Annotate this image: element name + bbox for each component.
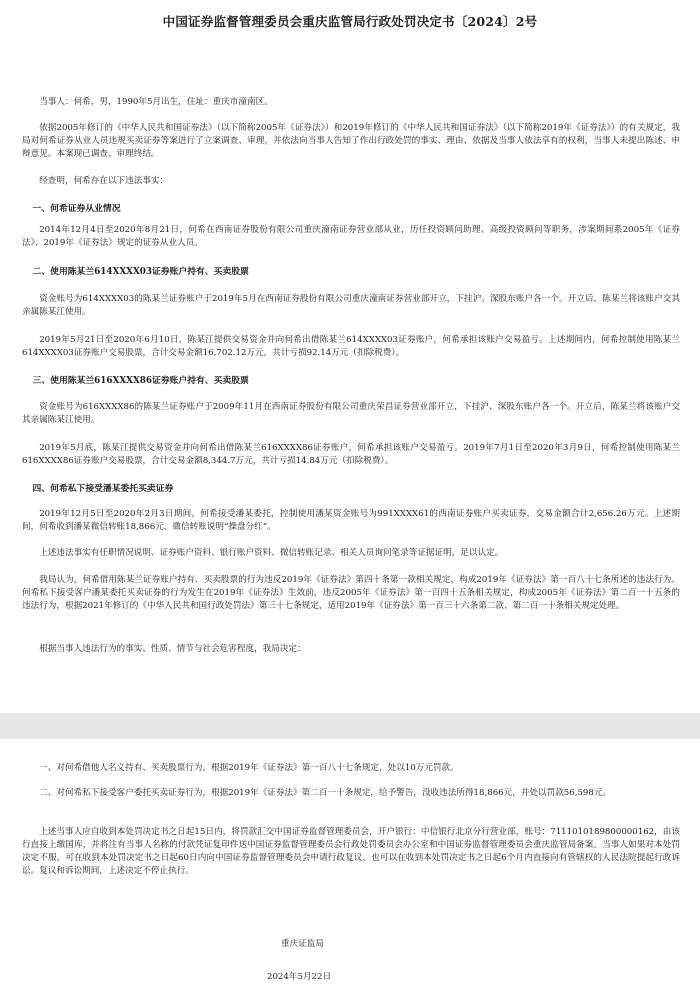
- section3-paragraph: 2019年5月底，陈某江提供交易资金并向何希出借陈某兰616XXXX86证券账户，何希承担该账户交易盈亏。2019年7月1日至2020年3月9日，何希控制使用陈某兰616XXXX86证券账户交易股票，合计交易金额8,344.7万元，共计亏损14.84万元（扣除税费）。: [22, 443, 680, 466]
- decision-item: 一、对何希借他人名义持有、买卖股票行为，根据2019年《证券法》第一百八十七条规定，处以10万元罚款。: [39, 763, 459, 773]
- page-title: 中国证券监督管理委员会重庆监管局行政处罚决定书〔2024〕2号: [162, 14, 538, 29]
- facts-intro: 经查明，何希存在以下违法事实：: [39, 176, 169, 186]
- finding-paragraph: 我局认为，何希借用陈某兰证券账户持有、买卖股票的行为违反2019年《证券法》第四十条第一款相关规定，构成2019年《证券法》第一百八十七条所述的违法行为。何希私下接受客户潘某委托买卖证券的行为发生在2019年《证券法》生效前，违反2005年《证券法》第一百四十五条相关规定，构成2005年《证券法》第二百一十五条的违法行为，根据2021年修订的《中华人民共和国行政处罚法》第三十七条规定，适用2019年《证券法》第一百三十六条第二款、第二百一十条相关规定处理。: [22, 575, 680, 611]
- section4-paragraph: 2019年12月5日至2020年2月3日期间，何希接受潘某委托，控制使用潘某资金账号为991XXXX61的西南证券账户买卖证券，交易金额合计2,656.26万元。上述期间，何希收到潘某微信转账18,866元，微信转账说明“操盘分红”。: [22, 509, 680, 532]
- section1-heading: 一、何希证券从业情况: [32, 204, 121, 214]
- section1-paragraph: 2014年12月4日至2020年8月21日，何希在西南证券股份有限公司重庆潼南证券营业部从业，历任投资顾问助理、高级投资顾问等职务，涉案期间系2005年《证券法》、2019年《证券法》规定的证券从业人员。: [22, 225, 680, 248]
- payment-paragraph: 上述当事人应自收到本处罚决定书之日起15日内，将罚款汇交中国证券监督管理委员会，开户银行：中信银行北京分行营业部，账号：7111010189800000162，由该行直接上缴国库，并将注有当事人名称的付款凭证复印件送中国证券监督管理委员会行政处罚委员会办公室和中国证券监督管理委员会重庆监管局备案。当事人如果对本处罚决定不服，可在收到本处罚决定书之日起60日内向中国证券监督管理委员会申请行政复议，也可以在收到本处罚决定书之日起6个月内直接向有管辖权的人民法院提起行政诉讼。复议和诉讼期间，上述决定不停止执行。: [22, 827, 680, 876]
- page-break-divider: [0, 713, 700, 739]
- decision-item: 二、对何希私下接受客户委托买卖证券行为，根据2019年《证券法》第二百一十条规定，给予警告，没收违法所得18,866元，并处以罚款56,598元。: [39, 788, 612, 798]
- party-info: 当事人：何希，男，1990年5月出生，住址：重庆市潼南区。: [39, 97, 273, 107]
- signature-date: 2024年5月22日: [267, 972, 332, 982]
- section2-paragraph: 资金账号为614XXXX03的陈某兰证券账户于2019年5月在西南证券股份有限公司重庆潼南证券营业部开立，下挂沪、深股东账户各一个。开立后，陈某兰将该账户交其亲属陈某江使用。: [22, 294, 680, 317]
- intro-paragraph: 依据2005年修订的《中华人民共和国证券法》（以下简称2005年《证券法》）和2019年修订的《中华人民共和国证券法》（以下简称2019年《证券法》）的有关规定，我局对何希证券从业人员违规买卖证券等案进行了立案调查、审理，并依法向当事人告知了作出行政处罚的事实、理由、依据及当事人依法享有的权利，当事人未提出陈述、申辩意见。本案现已调查、审理终结。: [22, 123, 680, 159]
- section2-heading: 二、使用陈某兰614XXXX03证券账户持有、买卖股票: [32, 267, 249, 277]
- signature-org: 重庆证监局: [281, 939, 324, 949]
- basis-paragraph: 根据当事人违法行为的事实、性质、情节与社会危害程度，我局决定：: [39, 644, 306, 654]
- section4-heading: 四、何希私下接受潘某委托买卖证券: [32, 484, 174, 494]
- evidence-paragraph: 上述违法事实有任职情况说明、证券账户资料、银行账户资料、微信转账记录、相关人员询问笔录等证据证明，足以认定。: [39, 548, 504, 558]
- section2-paragraph: 2019年5月21日至2020年6月10日，陈某江提供交易资金并向何希出借陈某兰614XXXX03证券账户，何希承担该账户交易盈亏。上述期间内，何希控制使用陈某兰614XXXX03证券账户交易股票，合计交易金额16,702.12万元，共计亏损92.14万元（扣除税费）。: [22, 335, 680, 358]
- section3-paragraph: 资金账号为616XXXX86的陈某兰证券账户于2009年11月在西南证券股份有限公司重庆荣昌证券营业部开立，下挂沪、深股东账户各一个。开立后，陈某兰将该账户交其亲属陈某江使用。: [22, 402, 680, 425]
- section3-heading: 三、使用陈某兰616XXXX86证券账户持有、买卖股票: [32, 376, 249, 386]
